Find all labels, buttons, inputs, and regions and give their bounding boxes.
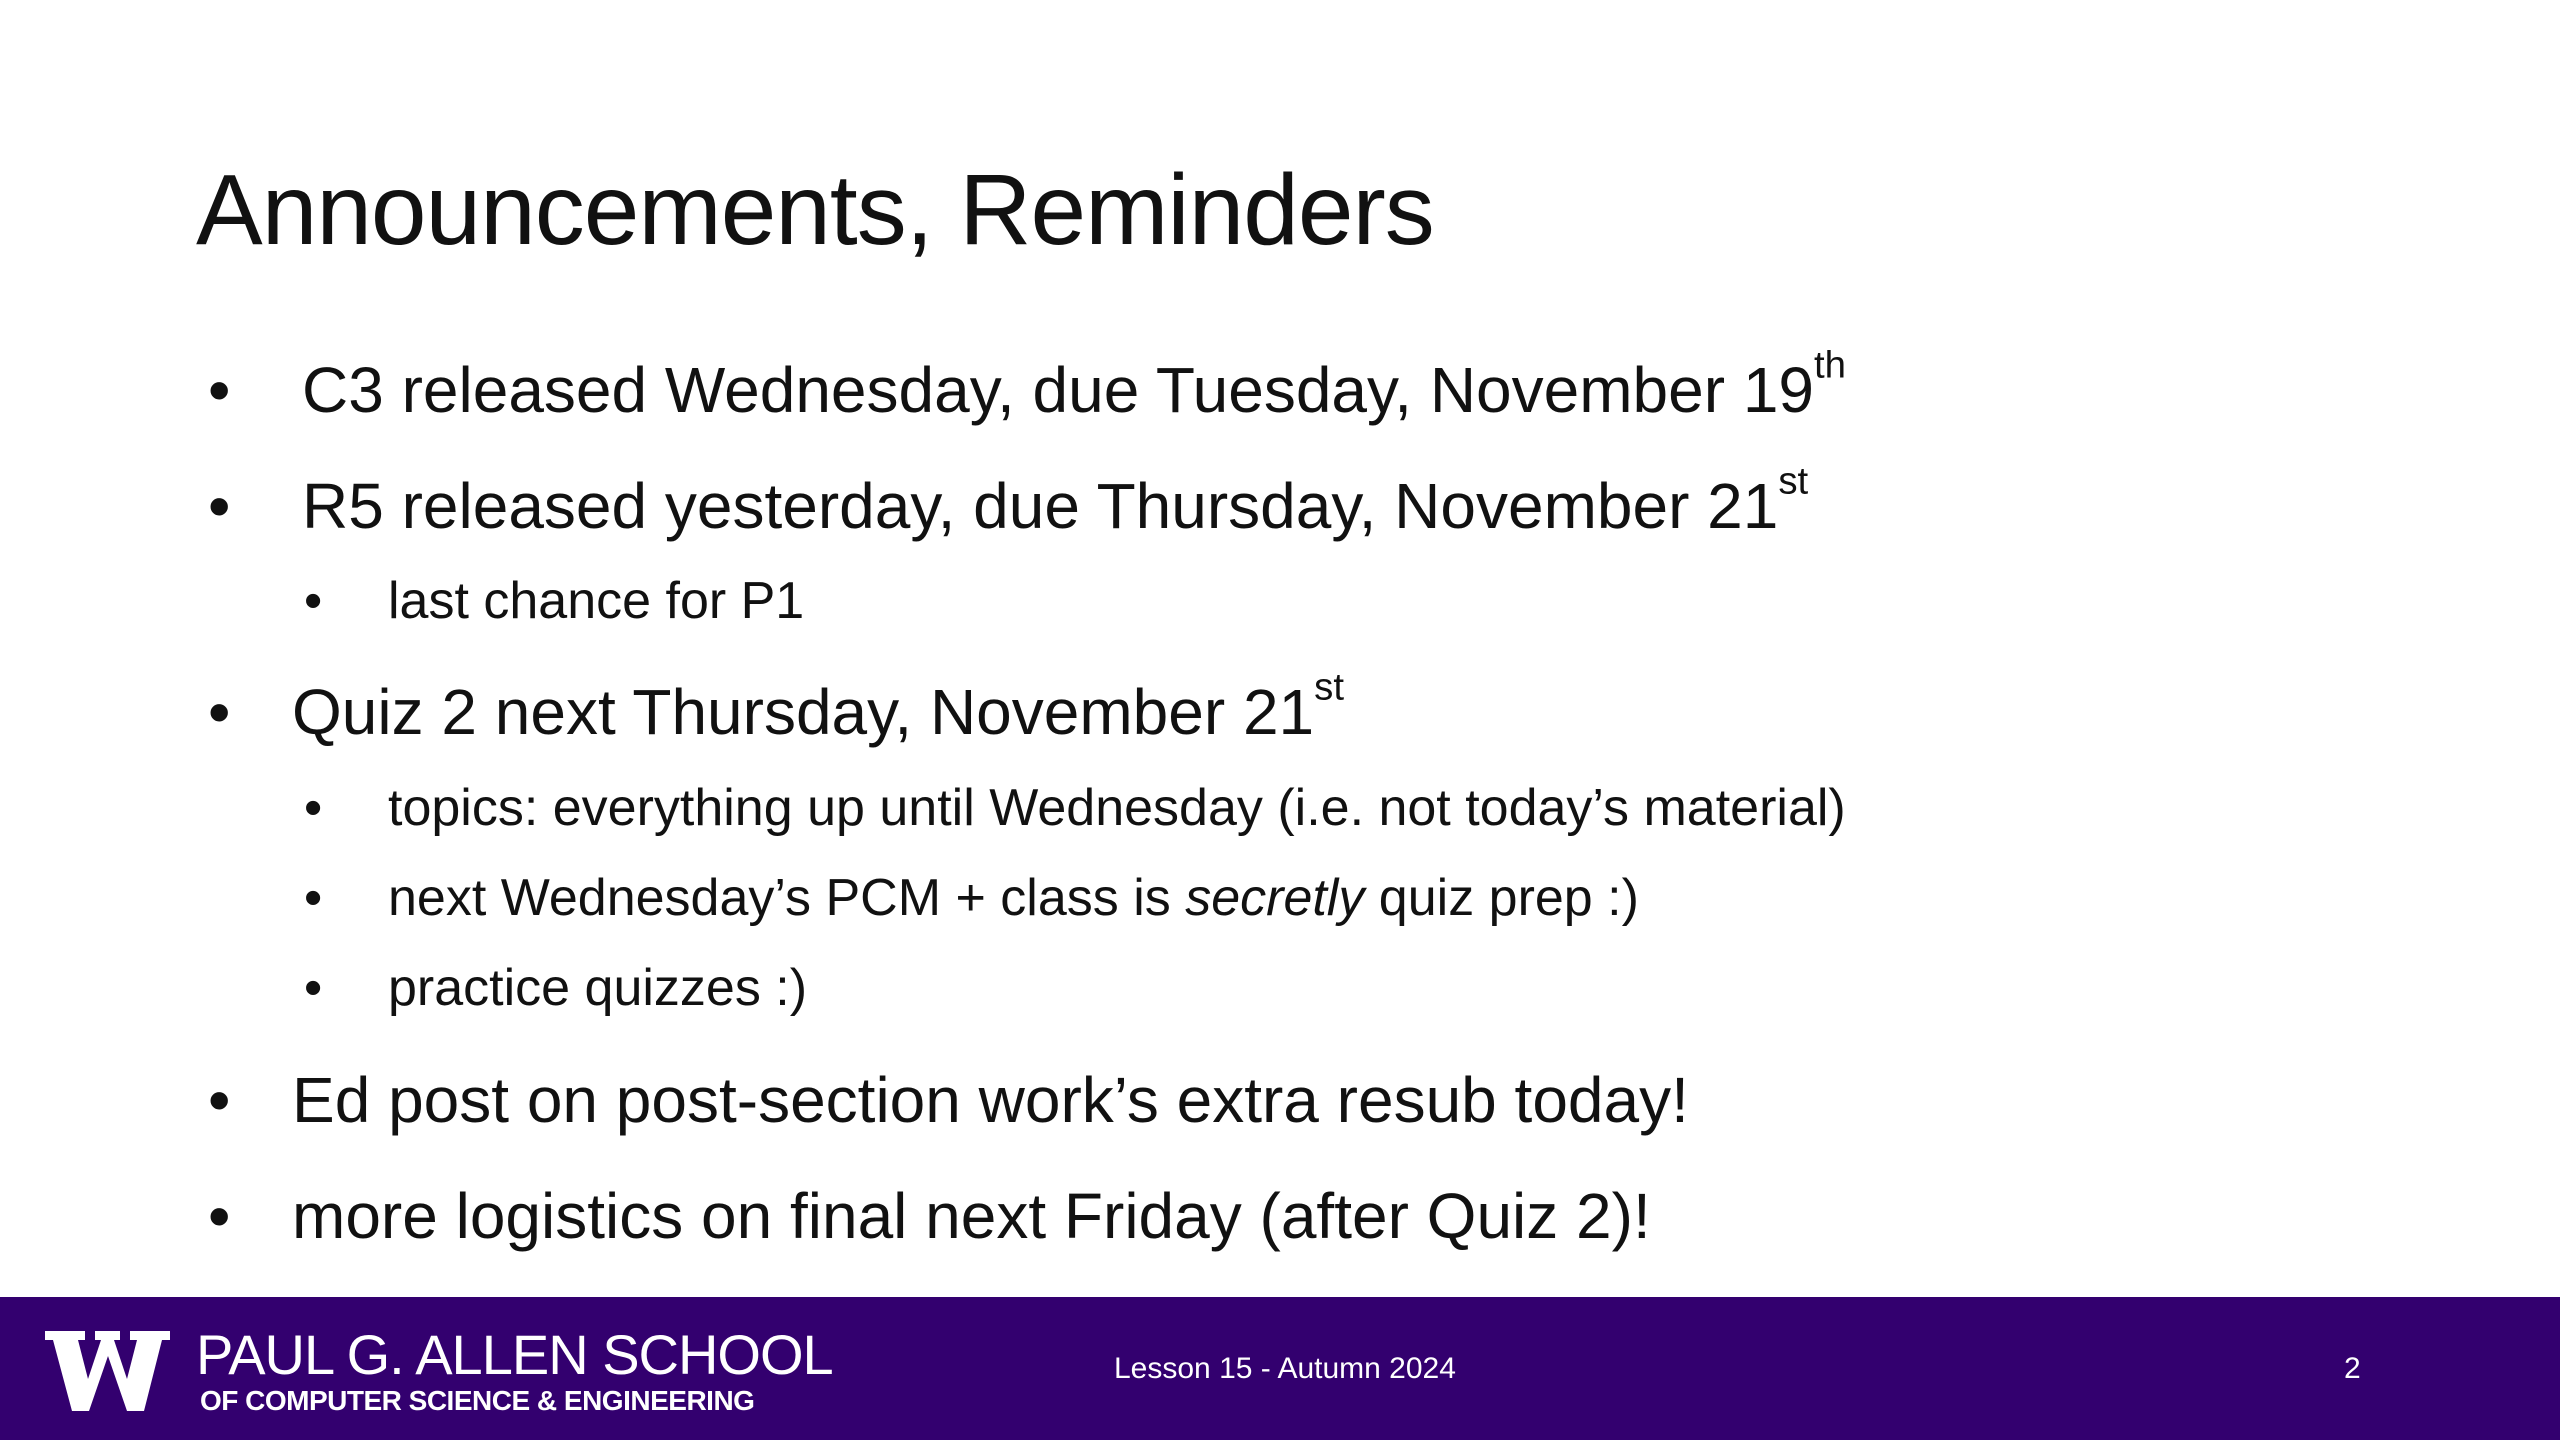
ordinal-suffix: st <box>1778 459 1809 503</box>
footer-bar <box>0 1297 2560 1440</box>
bullet-icon: • <box>208 1180 231 1252</box>
bullet-icon: • <box>208 354 231 426</box>
bullet-item <box>208 343 1847 430</box>
ordinal-suffix: th <box>1814 343 1847 387</box>
sub-bullet-item <box>304 865 1639 931</box>
bullet-text: Quiz 2 next Thursday, November 21 <box>292 676 1315 748</box>
sub-bullet-text-after: quiz prep :) <box>1364 869 1639 927</box>
bullet-item <box>208 459 1809 546</box>
sub-bullet-item <box>304 775 1846 841</box>
sub-bullet-item <box>304 568 805 634</box>
bullet-text: Ed post on post-section work’s extra resub today! <box>292 1064 1689 1136</box>
bullet-icon: • <box>208 470 231 542</box>
emphasis-text: secretly <box>1185 869 1365 927</box>
bullet-icon: • <box>304 779 323 837</box>
bullet-text: more logistics on final next Friday (after Quiz 2)! <box>292 1180 1651 1252</box>
sub-bullet-text: practice quizzes :) <box>388 959 808 1017</box>
bullet-icon: • <box>208 1064 231 1136</box>
uw-w-logo <box>45 1331 170 1411</box>
school-subtitle: OF COMPUTER SCIENCE & ENGINEERING <box>200 1385 755 1416</box>
bullet-icon: • <box>208 676 231 748</box>
bullet-text: R5 released yesterday, due Thursday, November 21 <box>302 470 1779 542</box>
bullet-item <box>208 665 1344 752</box>
lesson-label: Lesson 15 - Autumn 2024 <box>1114 1352 1456 1385</box>
sub-bullet-text: topics: everything up until Wednesday (i.e. not today’s material) <box>388 779 1846 837</box>
bullet-item <box>208 1060 1689 1140</box>
bullet-icon: • <box>304 959 323 1017</box>
sub-bullet-text: last chance for P1 <box>388 572 805 630</box>
bullet-item <box>208 1176 1651 1256</box>
bullet-icon: • <box>304 572 323 630</box>
sub-bullet-item <box>304 955 808 1021</box>
sub-bullet-text-before: next Wednesday’s PCM + class is <box>388 869 1186 927</box>
bullet-icon: • <box>304 869 323 927</box>
ordinal-suffix: st <box>1314 665 1344 709</box>
slide-title: Announcements, Reminders <box>196 154 1434 266</box>
page-number: 2 <box>2344 1352 2361 1385</box>
school-name: PAUL G. ALLEN SCHOOL <box>196 1323 833 1386</box>
bullet-text: C3 released Wednesday, due Tuesday, November 19 <box>302 354 1814 426</box>
